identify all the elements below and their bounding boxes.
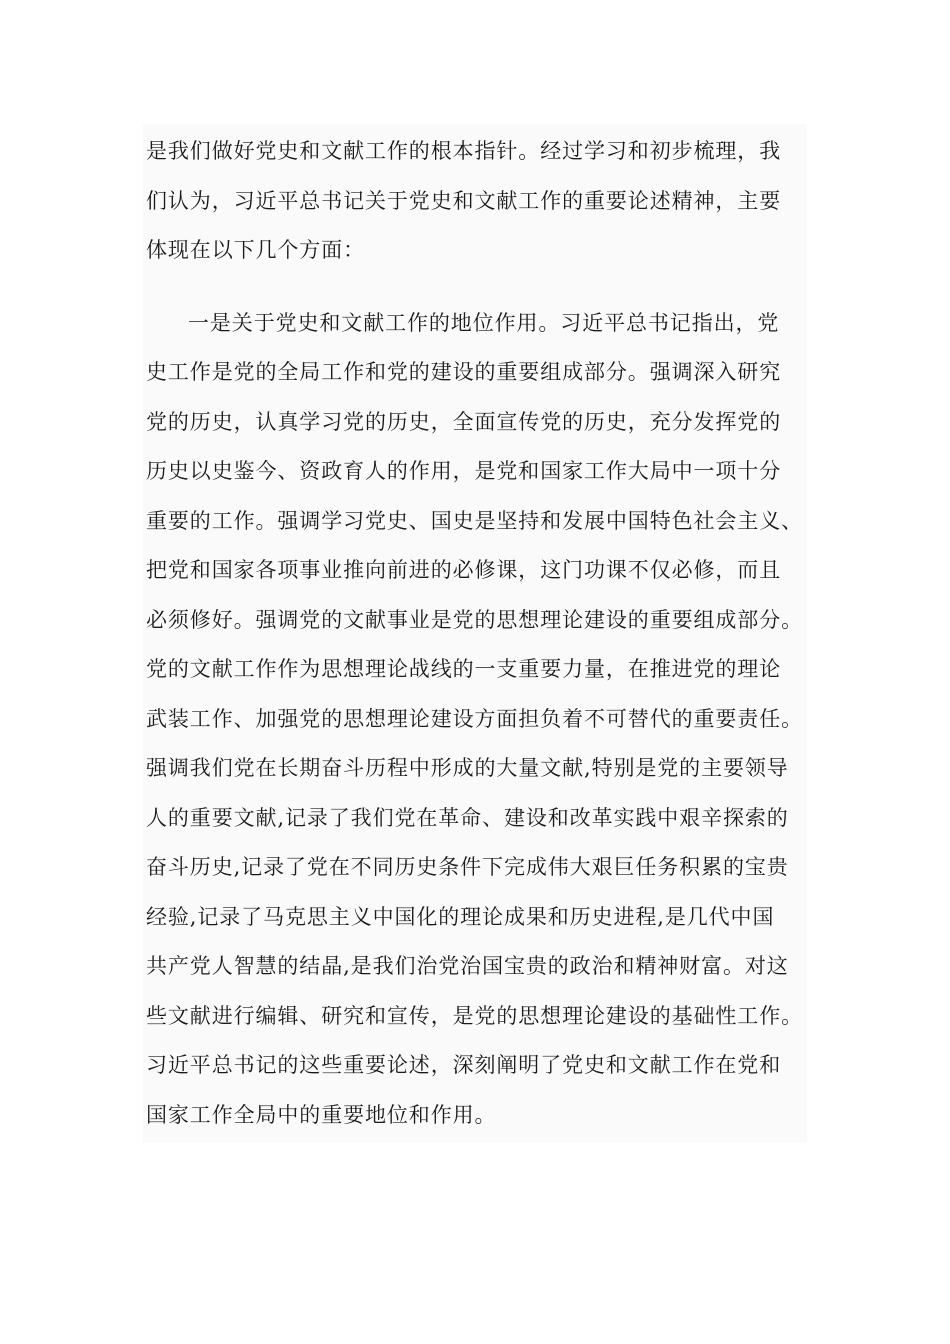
text-line: 党的文献工作作为思想理论战线的一支重要力量，在推进党的理论 <box>146 657 782 681</box>
text-line: 武装工作、加强党的思想理论建设方面担负着不可替代的重要责任。 <box>146 707 803 731</box>
text-line: 强调我们党在长期奋斗历程中形成的大量文献,特别是党的主要领导 <box>146 756 789 780</box>
paragraph-first-line: 一是关于党史和文献工作的地位作用。习近平总书记指出，党 <box>188 311 780 335</box>
text-line: 些文献进行编辑、研究和宣传，是党的思想理论建设的基础性工作。 <box>146 1004 803 1028</box>
text-line: 国家工作全局中的重要地位和作用。 <box>146 1103 497 1127</box>
text-line: 们认为，习近平总书记关于党史和文献工作的重要论述精神，主要 <box>146 189 782 213</box>
text-line: 人的重要文献,记录了我们党在革命、建设和改革实践中艰辛探索的 <box>146 806 789 830</box>
text-line: 党的历史，认真学习党的历史，全面宣传党的历史，充分发挥党的 <box>146 410 782 434</box>
text-line: 共产党人智慧的结晶,是我们治党治国宝贵的政治和精神财富。对这 <box>146 954 789 978</box>
text-line: 历史以史鉴今、资政育人的作用，是党和国家工作大局中一项十分 <box>146 459 782 483</box>
text-line: 奋斗历史,记录了党在不同历史条件下完成伟大艰巨任务积累的宝贵 <box>146 855 789 879</box>
text-line: 把党和国家各项事业推向前进的必修课，这门功课不仅必修，而且 <box>146 558 782 582</box>
text-line: 是我们做好党史和文献工作的根本指针。经过学习和初步梳理，我 <box>146 139 782 163</box>
text-line: 必须修好。强调党的文献事业是党的思想理论建设的重要组成部分。 <box>146 608 803 632</box>
text-line: 史工作是党的全局工作和党的建设的重要组成部分。强调深入研究 <box>146 360 782 384</box>
text-line: 重要的工作。强调学习党史、国史是坚持和发展中国特色社会主义、 <box>146 509 803 533</box>
text-line: 经验,记录了马克思主义中国化的理论成果和历史进程,是几代中国 <box>146 905 775 929</box>
text-line: 习近平总书记的这些重要论述，深刻阐明了党史和文献工作在党和 <box>146 1053 782 1077</box>
text-line: 体现在以下几个方面： <box>146 238 365 262</box>
body-text <box>143 124 807 1142</box>
